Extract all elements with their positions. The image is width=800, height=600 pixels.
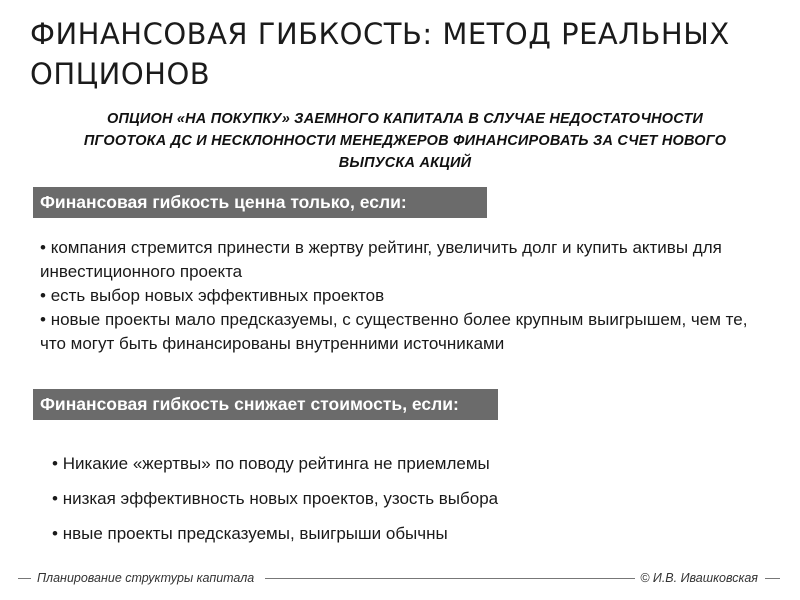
subtitle-line2: ПГООТОКА ДС И НЕСКЛОННОСТИ МЕНЕДЖЕРОВ ФИНАНСИРОВАТЬ ЗА СЧЕТ НОВОГО	[83, 133, 727, 149]
list-item: • Никакие «жертвы» по поводу рейтинга не приемлемы	[52, 452, 752, 476]
subtitle-line3: ВЫПУСКА АКЦИЙ	[338, 155, 472, 171]
footer-divider-right	[765, 578, 780, 579]
subtitle-line1: ОПЦИОН «НА ПОКУПКУ» ЗАЕМНОГО КАПИТАЛА В СЛУЧАЕ НЕДОСТАТОЧНОСТИ	[106, 111, 704, 127]
footer-divider-middle	[265, 578, 635, 579]
slide-title-line1: ФИНАНСОВАЯ ГИБКОСТЬ: МЕТОД РЕАЛЬНЫХ	[30, 17, 730, 51]
section-header-reduces: Финансовая гибкость снижает стоимость, если:	[33, 389, 498, 420]
section-header-valuable: Финансовая гибкость ценна только, если:	[33, 187, 487, 218]
valuable-conditions-list	[40, 236, 770, 356]
slide-title-line2: ОПЦИОНОВ	[30, 57, 211, 91]
list-item: • новые проекты мало предсказуемы, с существенно более крупным выигрышем, чем те, что могут быть финансированы внутренними источниками	[40, 308, 770, 356]
footer-divider-left	[18, 578, 31, 579]
list-item: • нвые проекты предсказуемы, выигрыши обычны	[52, 522, 752, 546]
slide-subtitle	[40, 108, 770, 174]
reduces-conditions-list	[52, 452, 752, 557]
slide-title	[30, 14, 770, 94]
list-item: • есть выбор новых эффективных проектов	[40, 284, 770, 308]
footer-author: © И.В. Ивашковская	[640, 571, 758, 585]
footer-course-title: Планирование структуры капитала	[37, 571, 255, 585]
list-item: • низкая эффективность новых проектов, узость выбора	[52, 487, 752, 511]
list-item: • компания стремится принести в жертву рейтинг, увеличить долг и купить активы для инвестиционного проекта	[40, 236, 770, 284]
